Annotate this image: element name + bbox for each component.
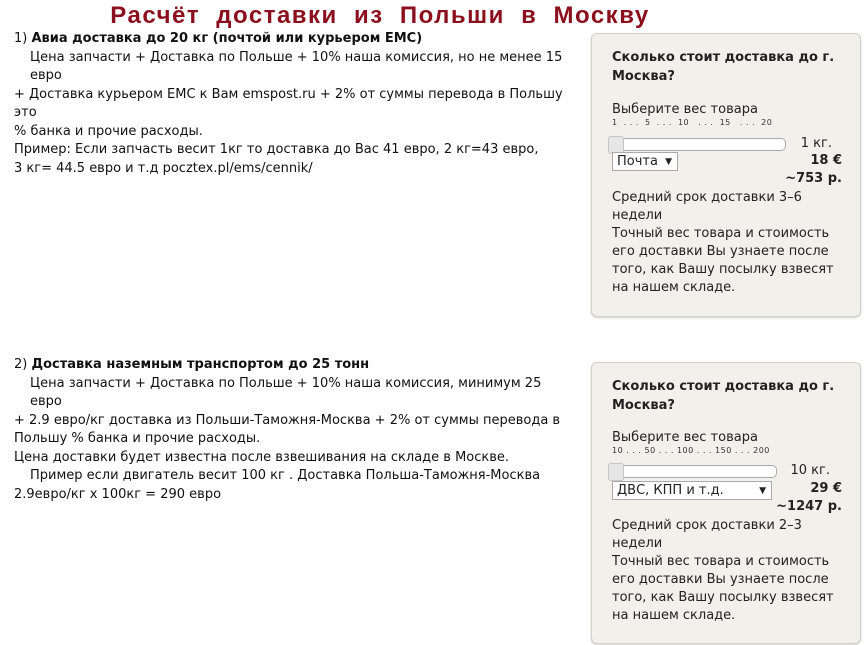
ground-delivery-heading: 2) Доставка наземным транспортом до 25 тонн [14,357,370,372]
chevron-down-icon: ▼ [759,486,766,496]
weight-scale: 1 . . . 5 . . . 10 . . . 15 . . . 20 [612,118,773,127]
air-delivery-line-1: Цена запчасти + Доставка по Польше + 10% наша комиссия, но не менее 15 евро [30,49,563,83]
transport-select[interactable] [612,152,678,171]
calculator-question: Сколько стоит доставка до г. Москва? [612,379,835,413]
price-eur: 18 € [810,153,842,168]
air-delivery-example-2: 3 кг= 44.5 евро и т.д pocztex.pl/ems/cennik/ [14,160,313,176]
ground-delivery-line-4: Цена доставки будет известна после взвешивания на складе в Москве. [14,449,510,465]
ground-delivery-calculator [591,362,861,644]
chevron-down-icon: ▼ [665,157,672,167]
price-rub: ~753 р. [785,171,842,186]
air-delivery-line-2: + Доставка курьером EMC к Вам emspost.ru + 2% от суммы перевода в Польшу это [14,86,563,120]
price-eur: 29 € [810,481,842,496]
delivery-term: Средний срок доставки 3–6 недели [612,190,802,223]
price-rub: ~1247 р. [776,499,842,514]
weight-label: Выберите вес товара [612,430,758,445]
ground-delivery-example-2: 2.9евро/кг х 100кг = 290 евро [14,486,222,502]
air-delivery-calculator [591,33,861,317]
delivery-term: Средний срок доставки 2–3 недели [612,518,802,551]
weight-value: 1 кг. [800,136,832,151]
calculator-question: Сколько стоит доставка до г. Москва? [612,50,835,84]
weight-scale: 10 . . . 50 . . . 100 . . . 150 . . . 200 [612,446,770,455]
air-delivery-heading: 1) Авиа доставка до 20 кг (почтой или курьером EMC) [14,31,423,46]
weight-value: 10 кг. [790,463,830,478]
weight-slider[interactable] [608,138,786,151]
ground-delivery-line-3: Польшу % банка и прочие расходы. [14,431,261,446]
weight-note: Точный вес товара и стоимость его доставки Вы узнаете после того, как Вашу посылку взвесят на нашем складе. [612,554,834,623]
transport-select-value: Почта [617,154,658,169]
weight-slider[interactable] [608,465,777,478]
weight-note: Точный вес товара и стоимость его доставки Вы узнаете после того, как Вашу посылку взвесят на нашем складе. [612,226,834,295]
ground-delivery-section [14,356,574,504]
weight-label: Выберите вес товара [612,102,758,117]
air-delivery-line-3: % банка и прочие расходы. [14,123,203,139]
ground-delivery-line-2: + 2.9 евро/кг доставка из Польши-Таможня-Москва + 2% от суммы перевода в [14,412,561,428]
slider-handle[interactable] [608,463,624,481]
ground-delivery-line-1: Цена запчасти + Доставка по Польше + 10% наша комиссия, минимум 25 евро [30,375,542,409]
page-title: Расчёт доставки из Польши в Москву [110,2,650,29]
part-type-select-value: ДВС, КПП и т.д. [617,483,724,498]
ground-delivery-example-1: Пример если двигатель весит 100 кг . Доставка Польша-Таможня-Москва [30,468,541,483]
air-delivery-example-1: Пример: Если запчасть весит 1кг то доставка до Вас 41 евро, 2 кг=43 евро, [14,142,539,157]
air-delivery-section [14,30,574,178]
part-type-select[interactable] [612,481,772,500]
